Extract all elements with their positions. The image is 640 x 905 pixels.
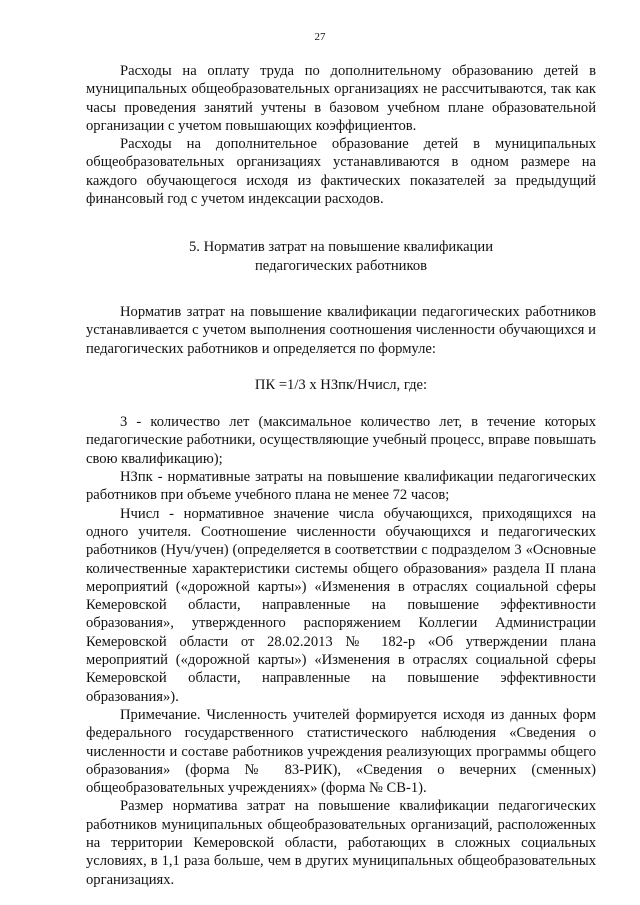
paragraph-note: Примечание. Численность учителей формируется исходя из данных форм федерального государственного статистического наблюдения «Сведения о численности и составе работников учреждения реализующих программы общего образования» (форма № 83-РИК), «Сведения о вечерних (сменных) общеобразовательных учреждениях» (форма № СВ-1).: [86, 706, 596, 797]
paragraph-additional-education: Расходы на дополнительное образование детей в муниципальных общеобразовательных организациях устанавливаются в одном размере на каждого обучающегося исходя из фактических показателей за предыдущий финансовый год с учетом индексации расходов.: [86, 136, 596, 208]
paragraph-nzpk-definition: НЗпк - нормативные затраты на повышение квалификации педагогических работников при объеме учебного плана не менее 72 часов;: [86, 469, 596, 504]
paragraph-salary-expenses: Расходы на оплату труда по дополнительному образованию детей в муниципальных общеобразовательных организациях не рассчитываются, так как часы проведения занятий учтены в базовом учебном плане образовательной организации с учетом повышающих коэффициентов.: [86, 63, 596, 134]
paragraph-intro: Норматив затрат на повышение квалификации педагогических работников устанавливается с учетом выполнения соотношения численности обучающихся и педагогических работников и определяется по формуле:: [86, 303, 596, 357]
formula: ПК =1/3 х НЗпк/Нчисл, где:: [254, 376, 428, 393]
section-heading: [86, 238, 596, 275]
paragraph-years-definition: 3 - количество лет (максимальное количество лет, в течение которых педагогические работники, осуществляющие учебный процесс, вправе повышать свою квалификацию);: [86, 414, 596, 467]
section-heading-line-1: 5. Норматив затрат на повышение квалификации: [188, 239, 494, 256]
section-heading-line-2: педагогических работников: [254, 257, 428, 274]
page-number: 27: [314, 31, 326, 43]
paragraph-nchisl-definition: Нчисл - нормативное значение числа обучающихся, приходящихся на одного учителя. Соотношение численности обучающихся и педагогических работников (Нуч/учен) (определяется в соответствии с подразделом 3 «Основные количественные характеристики системы общего образования» раздела II плана мероприятий («дорожной карты») «Изменения в отраслях социальной сферы Кемеровской области, направленные на повышение эффективности образования», утвержденного распоряжением Коллегии Администрации Кемеровской области от 28.02.2013 № 182-р «Об утверждении плана мероприятий («дорожной карты») «Изменения в отраслях социальной сферы Кемеровской области, направленные на повышение эффективности образования»).: [86, 505, 596, 705]
paragraph-coefficient: Размер норматива затрат на повышение квалификации педагогических работников муниципальных общеобразовательных организаций, расположенных на территории Кемеровской области, работающих в сложных социальных условиях, в 1,1 раза больше, чем в других муниципальных общеобразовательных организациях.: [86, 798, 596, 888]
document-body: [86, 62, 596, 889]
